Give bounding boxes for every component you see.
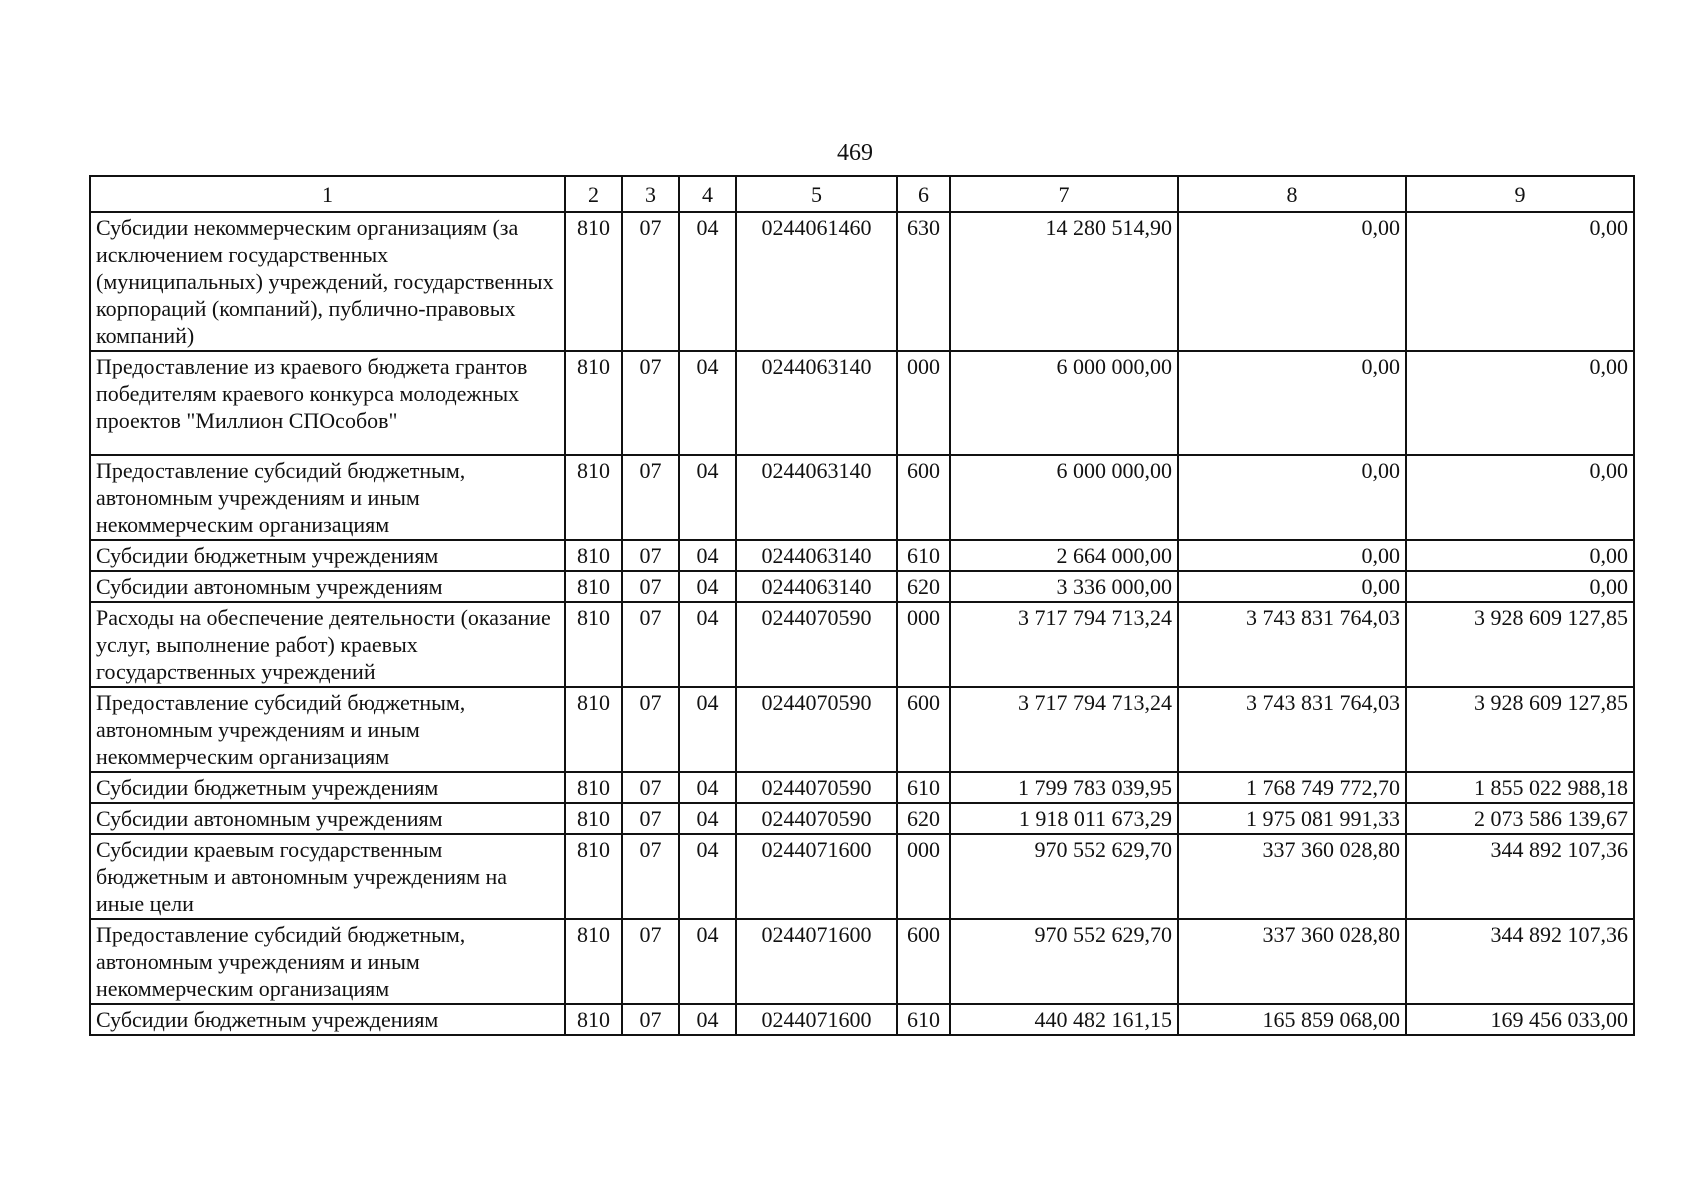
ministry-code-cell: 810 bbox=[565, 687, 622, 772]
amount-col9-cell: 344 892 107,36 bbox=[1406, 919, 1634, 1004]
amount-col8-cell: 1 768 749 772,70 bbox=[1178, 772, 1406, 803]
section-code-cell: 07 bbox=[622, 1004, 679, 1035]
column-header-7: 7 bbox=[950, 176, 1178, 212]
column-header-5: 5 bbox=[736, 176, 897, 212]
expense-name-cell: Субсидии автономным учреждениям bbox=[90, 803, 565, 834]
amount-col7-cell: 970 552 629,70 bbox=[950, 919, 1178, 1004]
expense-name-cell: Субсидии бюджетным учреждениям bbox=[90, 540, 565, 571]
ministry-code-cell: 810 bbox=[565, 602, 622, 687]
amount-col9-cell: 0,00 bbox=[1406, 212, 1634, 351]
amount-col9-cell: 1 855 022 988,18 bbox=[1406, 772, 1634, 803]
expense-name-cell: Расходы на обеспечение деятельности (оказание услуг, выполнение работ) краевых государственных учреждений bbox=[90, 602, 565, 687]
ministry-code-cell: 810 bbox=[565, 455, 622, 540]
expense-type-cell: 600 bbox=[897, 687, 950, 772]
expense-name-cell: Предоставление из краевого бюджета грантов победителям краевого конкурса молодежных проектов "Миллион СПОсобов" bbox=[90, 351, 565, 455]
target-article-cell: 0244070590 bbox=[736, 803, 897, 834]
table-row bbox=[90, 455, 1634, 540]
column-header-9: 9 bbox=[1406, 176, 1634, 212]
amount-col9-cell: 0,00 bbox=[1406, 571, 1634, 602]
amount-col7-cell: 3 717 794 713,24 bbox=[950, 687, 1178, 772]
amount-col7-cell: 14 280 514,90 bbox=[950, 212, 1178, 351]
expense-name-cell: Субсидии некоммерческим организациям (за исключением государственных (муниципальных) учреждений, государственных корпораций (компаний), публично-правовых компаний) bbox=[90, 212, 565, 351]
column-header-1: 1 bbox=[90, 176, 565, 212]
amount-col9-cell: 0,00 bbox=[1406, 455, 1634, 540]
ministry-code-cell: 810 bbox=[565, 540, 622, 571]
column-header-8: 8 bbox=[1178, 176, 1406, 212]
table-row bbox=[90, 834, 1634, 919]
amount-col8-cell: 0,00 bbox=[1178, 212, 1406, 351]
expense-name-cell: Субсидии бюджетным учреждениям bbox=[90, 1004, 565, 1035]
ministry-code-cell: 810 bbox=[565, 212, 622, 351]
target-article-cell: 0244063140 bbox=[736, 540, 897, 571]
ministry-code-cell: 810 bbox=[565, 803, 622, 834]
amount-col7-cell: 2 664 000,00 bbox=[950, 540, 1178, 571]
section-code-cell: 07 bbox=[622, 212, 679, 351]
section-code-cell: 07 bbox=[622, 687, 679, 772]
subsection-code-cell: 04 bbox=[679, 540, 736, 571]
table-row bbox=[90, 1004, 1634, 1035]
table-row bbox=[90, 540, 1634, 571]
amount-col8-cell: 3 743 831 764,03 bbox=[1178, 687, 1406, 772]
amount-col8-cell: 1 975 081 991,33 bbox=[1178, 803, 1406, 834]
amount-col8-cell: 0,00 bbox=[1178, 571, 1406, 602]
table-header-row bbox=[90, 176, 1634, 212]
amount-col7-cell: 1 799 783 039,95 bbox=[950, 772, 1178, 803]
ministry-code-cell: 810 bbox=[565, 571, 622, 602]
ministry-code-cell: 810 bbox=[565, 351, 622, 455]
column-header-2: 2 bbox=[565, 176, 622, 212]
target-article-cell: 0244063140 bbox=[736, 571, 897, 602]
section-code-cell: 07 bbox=[622, 351, 679, 455]
column-header-3: 3 bbox=[622, 176, 679, 212]
section-code-cell: 07 bbox=[622, 571, 679, 602]
amount-col7-cell: 6 000 000,00 bbox=[950, 455, 1178, 540]
target-article-cell: 0244071600 bbox=[736, 1004, 897, 1035]
subsection-code-cell: 04 bbox=[679, 212, 736, 351]
amount-col7-cell: 440 482 161,15 bbox=[950, 1004, 1178, 1035]
ministry-code-cell: 810 bbox=[565, 1004, 622, 1035]
amount-col7-cell: 3 336 000,00 bbox=[950, 571, 1178, 602]
table-row bbox=[90, 803, 1634, 834]
expense-type-cell: 610 bbox=[897, 772, 950, 803]
amount-col8-cell: 0,00 bbox=[1178, 455, 1406, 540]
subsection-code-cell: 04 bbox=[679, 772, 736, 803]
section-code-cell: 07 bbox=[622, 455, 679, 540]
expense-type-cell: 000 bbox=[897, 834, 950, 919]
amount-col8-cell: 337 360 028,80 bbox=[1178, 834, 1406, 919]
subsection-code-cell: 04 bbox=[679, 351, 736, 455]
table-row bbox=[90, 687, 1634, 772]
column-header-4: 4 bbox=[679, 176, 736, 212]
expense-type-cell: 610 bbox=[897, 1004, 950, 1035]
subsection-code-cell: 04 bbox=[679, 834, 736, 919]
subsection-code-cell: 04 bbox=[679, 571, 736, 602]
amount-col9-cell: 2 073 586 139,67 bbox=[1406, 803, 1634, 834]
expense-type-cell: 000 bbox=[897, 351, 950, 455]
ministry-code-cell: 810 bbox=[565, 772, 622, 803]
amount-col7-cell: 970 552 629,70 bbox=[950, 834, 1178, 919]
ministry-code-cell: 810 bbox=[565, 834, 622, 919]
target-article-cell: 0244071600 bbox=[736, 834, 897, 919]
expense-type-cell: 000 bbox=[897, 602, 950, 687]
table-body bbox=[90, 212, 1634, 1035]
amount-col9-cell: 0,00 bbox=[1406, 540, 1634, 571]
expense-type-cell: 600 bbox=[897, 919, 950, 1004]
subsection-code-cell: 04 bbox=[679, 803, 736, 834]
section-code-cell: 07 bbox=[622, 772, 679, 803]
amount-col8-cell: 3 743 831 764,03 bbox=[1178, 602, 1406, 687]
target-article-cell: 0244070590 bbox=[736, 687, 897, 772]
target-article-cell: 0244063140 bbox=[736, 351, 897, 455]
target-article-cell: 0244071600 bbox=[736, 919, 897, 1004]
section-code-cell: 07 bbox=[622, 919, 679, 1004]
amount-col8-cell: 337 360 028,80 bbox=[1178, 919, 1406, 1004]
expense-type-cell: 600 bbox=[897, 455, 950, 540]
amount-col8-cell: 165 859 068,00 bbox=[1178, 1004, 1406, 1035]
subsection-code-cell: 04 bbox=[679, 602, 736, 687]
amount-col9-cell: 0,00 bbox=[1406, 351, 1634, 455]
expense-type-cell: 610 bbox=[897, 540, 950, 571]
expense-type-cell: 620 bbox=[897, 571, 950, 602]
expense-name-cell: Субсидии бюджетным учреждениям bbox=[90, 772, 565, 803]
target-article-cell: 0244070590 bbox=[736, 772, 897, 803]
subsection-code-cell: 04 bbox=[679, 455, 736, 540]
amount-col9-cell: 3 928 609 127,85 bbox=[1406, 602, 1634, 687]
ministry-code-cell: 810 bbox=[565, 919, 622, 1004]
amount-col9-cell: 344 892 107,36 bbox=[1406, 834, 1634, 919]
amount-col7-cell: 6 000 000,00 bbox=[950, 351, 1178, 455]
amount-col8-cell: 0,00 bbox=[1178, 540, 1406, 571]
expense-name-cell: Субсидии краевым государственным бюджетным и автономным учреждениям на иные цели bbox=[90, 834, 565, 919]
subsection-code-cell: 04 bbox=[679, 1004, 736, 1035]
section-code-cell: 07 bbox=[622, 602, 679, 687]
target-article-cell: 0244070590 bbox=[736, 602, 897, 687]
table-row bbox=[90, 919, 1634, 1004]
target-article-cell: 0244061460 bbox=[736, 212, 897, 351]
table-row bbox=[90, 351, 1634, 455]
table-row bbox=[90, 571, 1634, 602]
section-code-cell: 07 bbox=[622, 540, 679, 571]
expense-name-cell: Предоставление субсидий бюджетным, автономным учреждениям и иным некоммерческим организациям bbox=[90, 455, 565, 540]
expense-name-cell: Субсидии автономным учреждениям bbox=[90, 571, 565, 602]
amount-col8-cell: 0,00 bbox=[1178, 351, 1406, 455]
section-code-cell: 07 bbox=[622, 803, 679, 834]
expense-type-cell: 630 bbox=[897, 212, 950, 351]
expense-name-cell: Предоставление субсидий бюджетным, автономным учреждениям и иным некоммерческим организациям bbox=[90, 919, 565, 1004]
amount-col7-cell: 1 918 011 673,29 bbox=[950, 803, 1178, 834]
budget-table bbox=[89, 175, 1635, 1036]
expense-name-cell: Предоставление субсидий бюджетным, автономным учреждениям и иным некоммерческим организациям bbox=[90, 687, 565, 772]
subsection-code-cell: 04 bbox=[679, 919, 736, 1004]
section-code-cell: 07 bbox=[622, 834, 679, 919]
page-number: 469 bbox=[837, 140, 873, 166]
subsection-code-cell: 04 bbox=[679, 687, 736, 772]
amount-col9-cell: 169 456 033,00 bbox=[1406, 1004, 1634, 1035]
table-row bbox=[90, 212, 1634, 351]
amount-col7-cell: 3 717 794 713,24 bbox=[950, 602, 1178, 687]
column-header-6: 6 bbox=[897, 176, 950, 212]
table-row bbox=[90, 772, 1634, 803]
amount-col9-cell: 3 928 609 127,85 bbox=[1406, 687, 1634, 772]
target-article-cell: 0244063140 bbox=[736, 455, 897, 540]
table-row bbox=[90, 602, 1634, 687]
expense-type-cell: 620 bbox=[897, 803, 950, 834]
